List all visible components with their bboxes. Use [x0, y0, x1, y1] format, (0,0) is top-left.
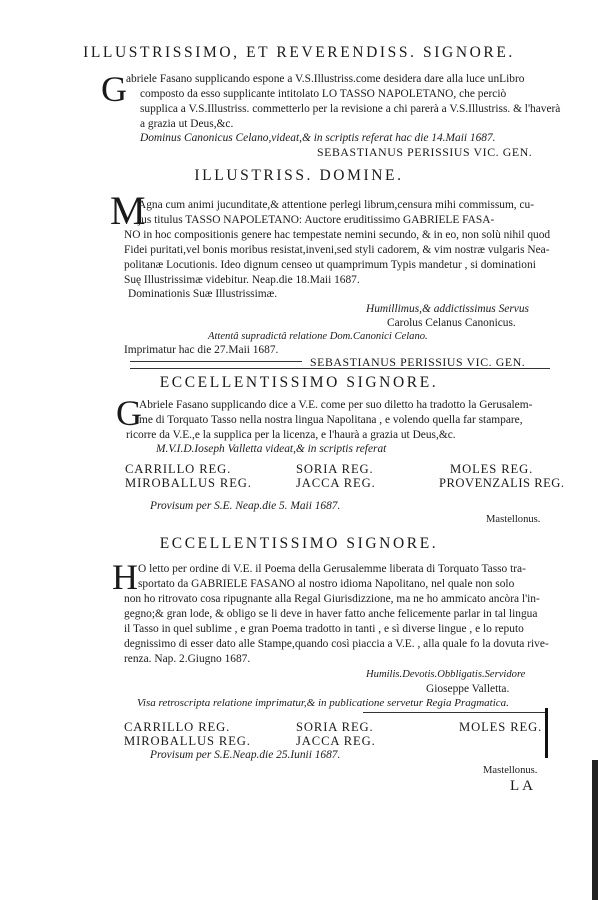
section3-regent-carrillo: CARRILLO REG.: [125, 462, 232, 476]
section2-name: Carolus Celanus Canonicus.: [387, 317, 516, 329]
section2-heading: ILLUSTRISS. DOMINE.: [194, 167, 404, 184]
scan-mark: [545, 708, 548, 758]
section2-closing: Dominationis Suæ Illustrissimæ.: [128, 288, 278, 300]
section2-attenta: Attentâ supradictâ relatione Dom.Canonici Celano.: [208, 331, 428, 342]
section3-dropcap: G: [116, 393, 142, 433]
section2-signature: SEBASTIANUS PERISSIUS VIC. GEN.: [310, 355, 526, 369]
scan-edge: [592, 760, 598, 900]
section3-provisum: Provisum per S.E. Neap.die 5. Maii 1687.: [150, 500, 341, 512]
section1-line-4: a grazia ut Deus,&c.: [140, 118, 234, 130]
section4-humble: Humilis.Devotis.Obbligatis.Servidore: [366, 669, 526, 680]
section3-line-2: me di Torquato Tasso nella nostra lingua Napolitana , e volendo quella far stampare,: [139, 414, 523, 426]
section4-provisum: Provisum per S.E.Neap.die 25.Iunii 1687.: [150, 749, 341, 761]
section4-line-6: degnissimo di esser dato alle Stampe,quando così piaccia a V.E. , alla quale fo la dovuta rive-: [124, 638, 549, 650]
section2-line-1: Agna cum animi jucunditate,& attentione perlegi librum,censura mihi commissum, cu-: [138, 199, 535, 211]
section2-line-2: jus titulus TASSO NAPOLETANO: Auctore eruditissimo GABRIELE FASA-: [138, 214, 495, 226]
section4-line-3: non ho ritrovato cosa ripugnante alla Regal Giurisdizzione, ma ne ho ammicato ancòra l'in-: [124, 593, 540, 605]
section4-line-1: O letto per ordine di V.E. il Poema della Gerusalemme liberata di Torquato Tasso tra-: [138, 563, 526, 575]
section3-regent-miroballus: MIROBALLUS REG.: [125, 476, 252, 490]
section1-decree: Dominus Canonicus Celano,videat,& in scriptis referat hac die 14.Maii 1687.: [140, 132, 496, 144]
section3-heading: ECCELLENTISSIMO SIGNORE.: [159, 374, 439, 391]
section4-visa: Visa retroscripta relatione imprimatur,& in publicatione servetur Regia Pragmatica.: [137, 697, 509, 709]
section4-rule: [363, 712, 547, 713]
section2-line-5: politanæ Locutionis. Ideo dignum censeo ut quamprimum Typis mandetur , si dominationi: [124, 259, 536, 271]
catchword: LA: [510, 778, 536, 794]
section4-line-5: il Tasso in quel sublime , e gran Poema tradotto in tanti , e sì diverse lingue , e lo reputo: [124, 623, 524, 635]
section4-line-4: gegno;& gran lode, & obligo se li deve in haver fatto anche felicemente parlar in tal lingua: [124, 608, 538, 620]
section3-line-1: Abriele Fasano supplicando dice a V.E. come per suo diletto ha tradotto la Gerusalem-: [139, 399, 533, 411]
section1-line-2: composto da esso supplicante intitolato LO TASSO NAPOLETANO, che perciò: [140, 88, 507, 100]
section4-signer: Mastellonus.: [483, 765, 538, 776]
section1-heading: ILLUSTRISSIMO, ET REVERENDISS. SIGNORE.: [83, 44, 515, 61]
section4-regent-miroballus: MIROBALLUS REG.: [124, 734, 251, 748]
section3-regent-jacca: JACCA REG.: [296, 476, 376, 490]
section4-heading: ECCELLENTISSIMO SIGNORE.: [159, 535, 439, 552]
section2-imprimatur: Imprimatur hac die 27.Maii 1687.: [124, 344, 279, 356]
section2-rule-bottom: [130, 368, 550, 369]
section1-dropcap: G: [101, 69, 127, 109]
section2-rule: [130, 361, 302, 362]
section1-line-1: abriele Fasano supplicando espone a V.S.Illustriss.come desidera dare alla luce unLibro: [126, 73, 525, 85]
section3-regent-provenzalis: PROVENZALIS REG.: [439, 476, 565, 490]
section3-signer: Mastellonus.: [486, 514, 541, 525]
section3-decree: M.V.I.D.Ioseph Valletta videat,& in scriptis referat: [156, 443, 387, 455]
section4-regent-jacca: JACCA REG.: [296, 734, 376, 748]
section2-dropcap: M: [110, 188, 146, 233]
section4-regent-moles: MOLES REG.: [459, 720, 543, 734]
section4-line-2: sportato da GABRIELE FASANO al nostro idioma Napolitano, nel quale non solo: [138, 578, 515, 590]
section1-line-3: supplica a V.S.Illustriss. commetterlo per la revisione a chi parerà a V.S.Illustriss. & l'haverà: [140, 103, 561, 115]
section3-regent-soria: SORIA REG.: [296, 462, 374, 476]
section4-dropcap: H: [112, 557, 138, 597]
section3-line-3: ricorre da V.E.,e la supplica per la licenza, e l'haurà a grazia ut Deus,&c.: [126, 429, 456, 441]
section2-humble: Humillimus,& addictissimus Servus: [366, 303, 529, 315]
section2-line-3: NO in hoc compositionis genere hac tempestate nemini secundo, & in eo, non solù nihil quod: [124, 229, 551, 241]
section4-regent-carrillo: CARRILLO REG.: [124, 720, 231, 734]
section4-name: Gioseppe Valletta.: [426, 683, 510, 695]
section2-line-4: Fidei puritati,vel bonis moribus resistat,inveni,sed styli cadorem, & vim nostræ vulgaris Nea-: [124, 244, 550, 256]
section1-signature: SEBASTIANUS PERISSIUS VIC. GEN.: [317, 145, 533, 159]
section4-regent-soria: SORIA REG.: [296, 720, 374, 734]
section2-line-6: Suę Illustrissimæ videbitur. Neap.die 18.Maii 1687.: [124, 274, 360, 286]
section4-line-7: renza. Nap. 2.Giugno 1687.: [124, 653, 251, 665]
section3-regent-moles: MOLES REG.: [450, 462, 534, 476]
